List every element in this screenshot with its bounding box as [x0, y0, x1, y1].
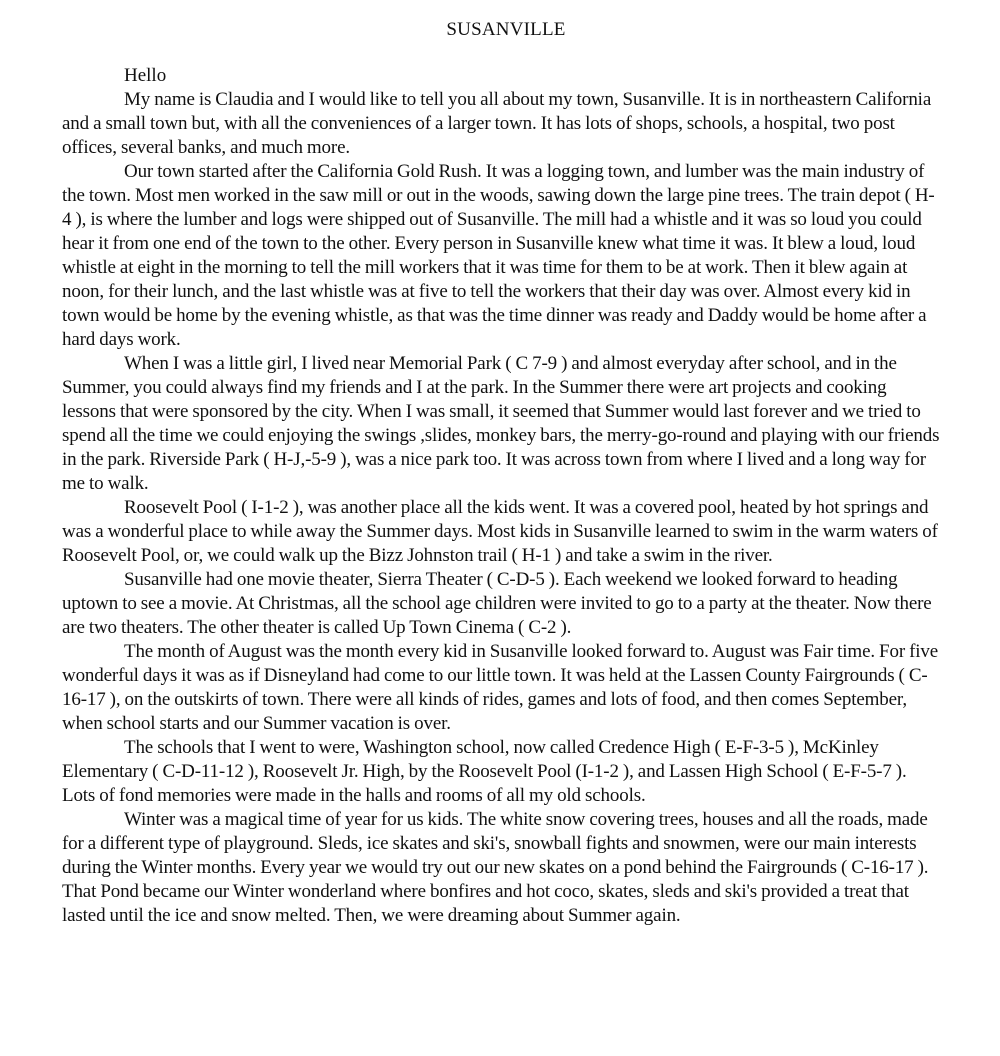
- document-page: [62, 18, 942, 928]
- paragraph-winter: Winter was a magical time of year for us kids. The white snow covering trees, houses and all the roads, made for a different type of playground. Sleds, ice skates and ski's, snowball fights and snowmen, were our main interests during the Winter months. Every year we would try out our new skates on a pond behind the Fairgrounds ( C-16-17 ). That Pond became our Winter wonderland where bonfires and hot coco, skates, sleds and ski's provided a treat that lasted until the ice and snow melted. Then, we were dreaming about Summer again.: [62, 809, 929, 926]
- greeting: Hello: [124, 65, 167, 86]
- paragraph-theater: Susanville had one movie theater, Sierra Theater ( C-D-5 ). Each weekend we looked forward to heading uptown to see a movie. At Christmas, all the school age children were invited to go to a party at the theater. Now there are two theaters. The other theater is called Up Town Cinema ( C-2 ).: [62, 569, 932, 638]
- paragraph-intro: My name is Claudia and I would like to tell you all about my town, Susanville. It is in northeastern California and a small town but, with all the conveniences of a larger town. It has lots of shops, schools, a hospital, two post offices, several banks, and much more.: [62, 89, 932, 158]
- paragraph-history: Our town started after the California Gold Rush. It was a logging town, and lumber was the main industry of the town. Most men worked in the saw mill or out in the woods, sawing down the large pine trees. The train depot ( H-4 ), is where the lumber and logs were shipped out of Susanville. The mill had a whistle and it was so loud you could hear it from one end of the town to the other. Every person in Susanville knew what time it was. It blew a loud, loud whistle at eight in the morning to tell the mill workers that it was time for them to be at work. Then it blew again at noon, for their lunch, and the last whistle was at five to tell the workers that their day was over. Almost every kid in town would be home by the evening whistle, as that was the time dinner was ready and Daddy would be home after a hard days work.: [62, 161, 935, 350]
- paragraph-fair: The month of August was the month every kid in Susanville looked forward to. August was Fair time. For five wonderful days it was as if Disneyland had come to our little town. It was held at the Lassen County Fairgrounds ( C-16-17 ), on the outskirts of town. There were all kinds of rides, games and lots of food, and then comes September, when school starts and our Summer vacation is over.: [62, 641, 939, 734]
- document-title: SUSANVILLE: [446, 19, 566, 40]
- paragraph-parks: When I was a little girl, I lived near Memorial Park ( C 7-9 ) and almost everyday after school, and in the Summer, you could always find my friends and I at the park. In the Summer there were art projects and cooking lessons that were sponsored by the city. When I was small, it seemed that Summer would last forever and we tried to spend all the time we could enjoying the swings ,slides, monkey bars, the merry-go-round and playing with our friends in the park. Riverside Park ( H-J,-5-9 ), was a nice park too. It was across town from where I lived and a long way for me to walk.: [62, 353, 940, 494]
- paragraph-schools: The schools that I went to were, Washington school, now called Credence High ( E-F-3-5 ), McKinley Elementary ( C-D-11-12 ), Roosevelt Jr. High, by the Roosevelt Pool (I-1-2 ), and Lassen High School ( E-F-5-7 ). Lots of fond memories were made in the halls and rooms of all my old schools.: [62, 737, 907, 806]
- paragraph-pool: Roosevelt Pool ( I-1-2 ), was another place all the kids went. It was a covered pool, heated by hot springs and was a wonderful place to while away the Summer days. Most kids in Susanville learned to swim in the warm waters of Roosevelt Pool, or, we could walk up the Bizz Johnston trail ( H-1 ) and take a swim in the river.: [62, 497, 938, 566]
